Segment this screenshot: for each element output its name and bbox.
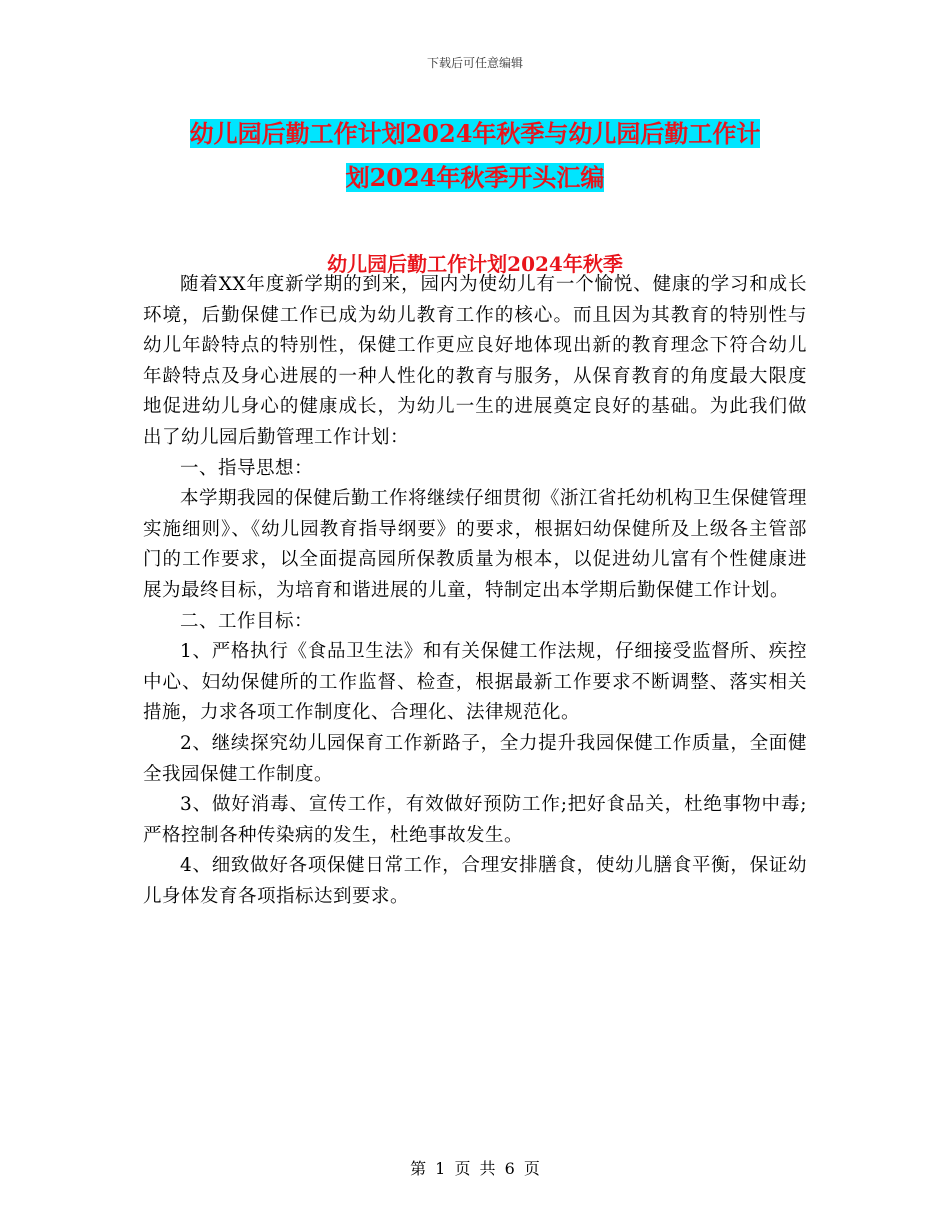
document-title-line-2: 划2024年秋季开头汇编	[345, 163, 605, 192]
paragraph-goal-4: 4、细致做好各项保健日常工作，合理安排膳食，使幼儿膳食平衡，保证幼儿身体发育各项指标达到要求。	[143, 855, 807, 907]
document-title-line-1: 幼儿园后勤工作计划2024年秋季与幼儿园后勤工作计	[189, 119, 761, 148]
document-body	[143, 270, 807, 912]
heading-guiding-thought: 一、指导思想：	[180, 457, 314, 479]
paragraph-guiding-thought: 本学期我园的保健后勤工作将继续仔细贯彻《浙江省托幼机构卫生保健管理实施细则》、《幼儿园教育指导纲要》的要求，根据妇幼保健所及上级各主管部门的工作要求，以全面提高园所保教质量为根本，以促进幼儿富有个性健康进展为最终目标，为培育和谐进展的儿童，特制定出本学期后勤保健工作计划。	[143, 488, 808, 601]
paragraph-goal-1: 1、严格执行《食品卫生法》和有关保健工作法规，仔细接受监督所、疾控中心、妇幼保健所的工作监督、检查，根据最新工作要求不断调整、落实相关措施，力求各项工作制度化、合理化、法律规范化。	[143, 641, 807, 724]
header-note: 下载后可任意编辑	[426, 56, 523, 70]
heading-work-goals: 二、工作目标：	[180, 610, 314, 632]
page-number: 第 1 页 共 6 页	[410, 1159, 540, 1178]
paragraph-intro: 随着XX年度新学期的到来，园内为使幼儿有一个愉悦、健康的学习和成长环境，后勤保健工作已成为幼儿教育工作的核心。而且因为其教育的特别性与幼儿年龄特点的特别性，保健工作更应良好地体现出新的教育理念下符合幼儿年龄特点及身心进展的一种人性化的教育与服务，从保育教育的角度最大限度地促进幼儿身心的健康成长，为幼儿一生的进展奠定良好的基础。为此我们做出了幼儿园后勤管理工作计划：	[143, 274, 807, 448]
paragraph-goal-2: 2、继续探究幼儿园保育工作新路子，全力提升我园保健工作质量，全面健全我园保健工作制度。	[143, 732, 807, 785]
document-title	[120, 112, 830, 200]
section-title: 幼儿园后勤工作计划2024年秋季	[327, 252, 623, 276]
paragraph-goal-3: 3、做好消毒、宣传工作，有效做好预防工作;把好食品关，杜绝事物中毒;严格控制各种传染病的发生，杜绝事故发生。	[143, 794, 807, 846]
